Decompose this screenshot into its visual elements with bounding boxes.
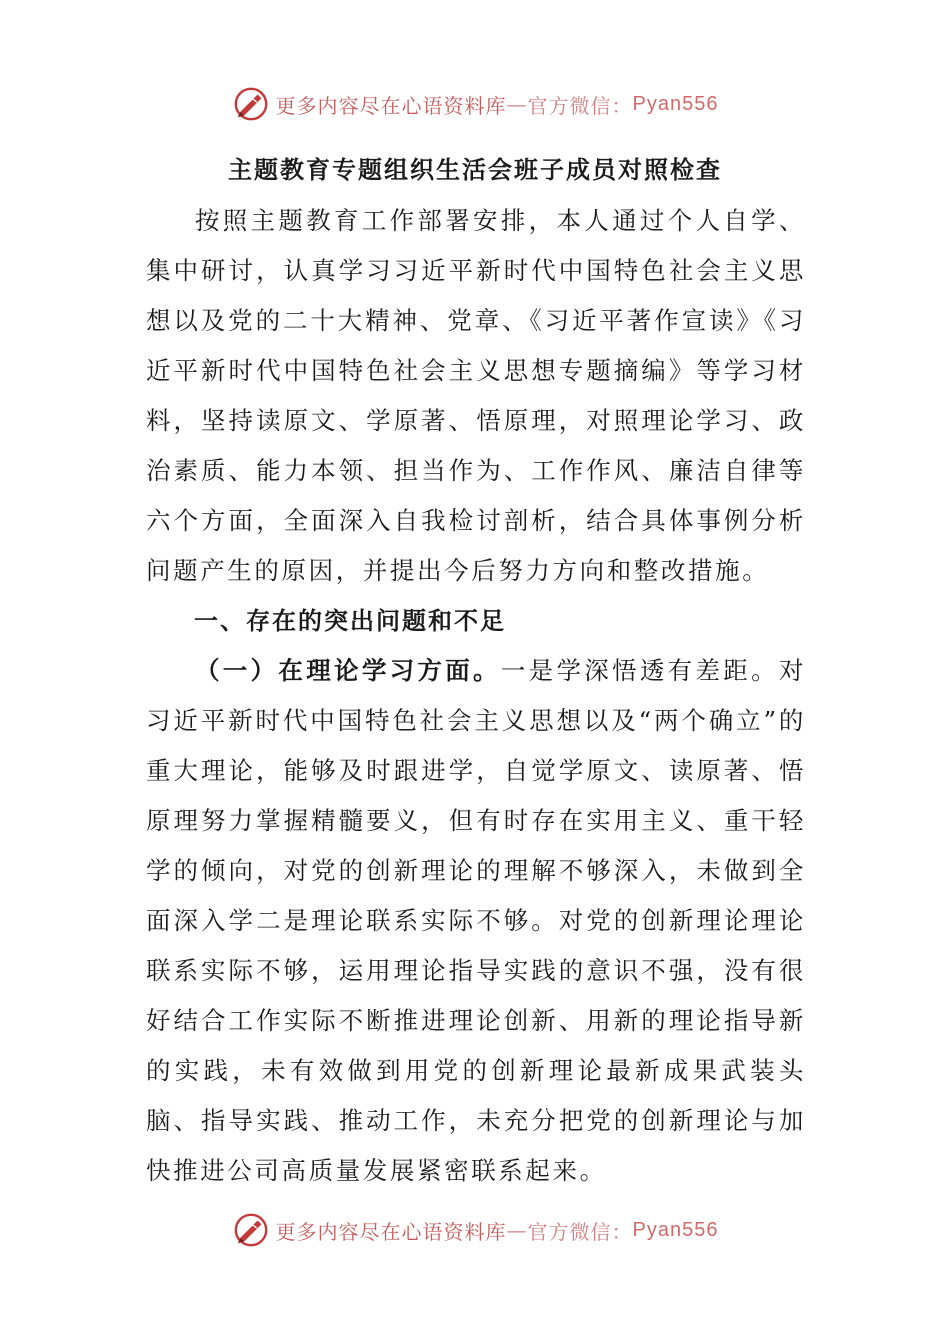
banner-suffix: 官方微信： bbox=[527, 1219, 633, 1244]
document-body bbox=[146, 196, 806, 1196]
pen-logo-icon bbox=[232, 85, 270, 123]
banner-suffix: 官方微信： bbox=[527, 93, 633, 118]
banner-prefix: 更多内容尽在心语资料库 bbox=[275, 1219, 507, 1244]
banner-dash: — bbox=[506, 1218, 528, 1242]
paragraph-lead: （一）在理论学习方面。 bbox=[195, 656, 501, 685]
section-paragraph bbox=[146, 646, 806, 1196]
section-heading: 一、存在的突出问题和不足 bbox=[194, 607, 506, 635]
watermark-banner-bottom bbox=[0, 1210, 950, 1250]
banner-dash: — bbox=[506, 92, 528, 116]
document-title: 主题教育专题组织生活会班子成员对照检查 bbox=[228, 156, 722, 184]
banner-prefix: 更多内容尽在心语资料库 bbox=[275, 93, 507, 118]
intro-paragraph: 按照主题教育工作部署安排，本人通过个人自学、集中研讨，认真学习习近平新时代中国特色社会主义思想以及党的二十大精神、党章、《习近平著作宣读》《习近平新时代中国特色社会主义思想专题摘编》等学习材料，坚持读原文、学原著、悟原理，对照理论学习、政治素质、能力本领、担当作为、工作作风、廉洁自律等六个方面，全面深入自我检讨剖析，结合具体事例分析问题产生的原因，并提出今后努力方向和整改措施。 bbox=[146, 206, 806, 585]
banner-handle: Pyan556 bbox=[632, 1218, 719, 1241]
watermark-banner-top bbox=[0, 84, 950, 124]
paragraph-text: 一是学深悟透有差距。对习近平新时代中国特色社会主义思想以及“两个确立”的重大理论，能够及时跟进学，自觉学原文、读原著、悟原理努力掌握精髓要义，但有时存在实用主义、重干轻学的倾向，对党的创新理论的理解不够深入，未做到全面深入学二是理论联系实际不够。对党的创新理论理论联系实际不够，运用理论指导实践的意识不强，没有很好结合工作实际不断推进理论创新、用新的理论指导新的实践，未有效做到用党的创新理论最新成果武装头脑、指导实践、推动工作，未充分把党的创新理论与加快推进公司高质量发展紧密联系起来。 bbox=[146, 656, 806, 1185]
pen-logo-icon bbox=[232, 1211, 270, 1249]
banner-handle: Pyan556 bbox=[632, 92, 719, 115]
